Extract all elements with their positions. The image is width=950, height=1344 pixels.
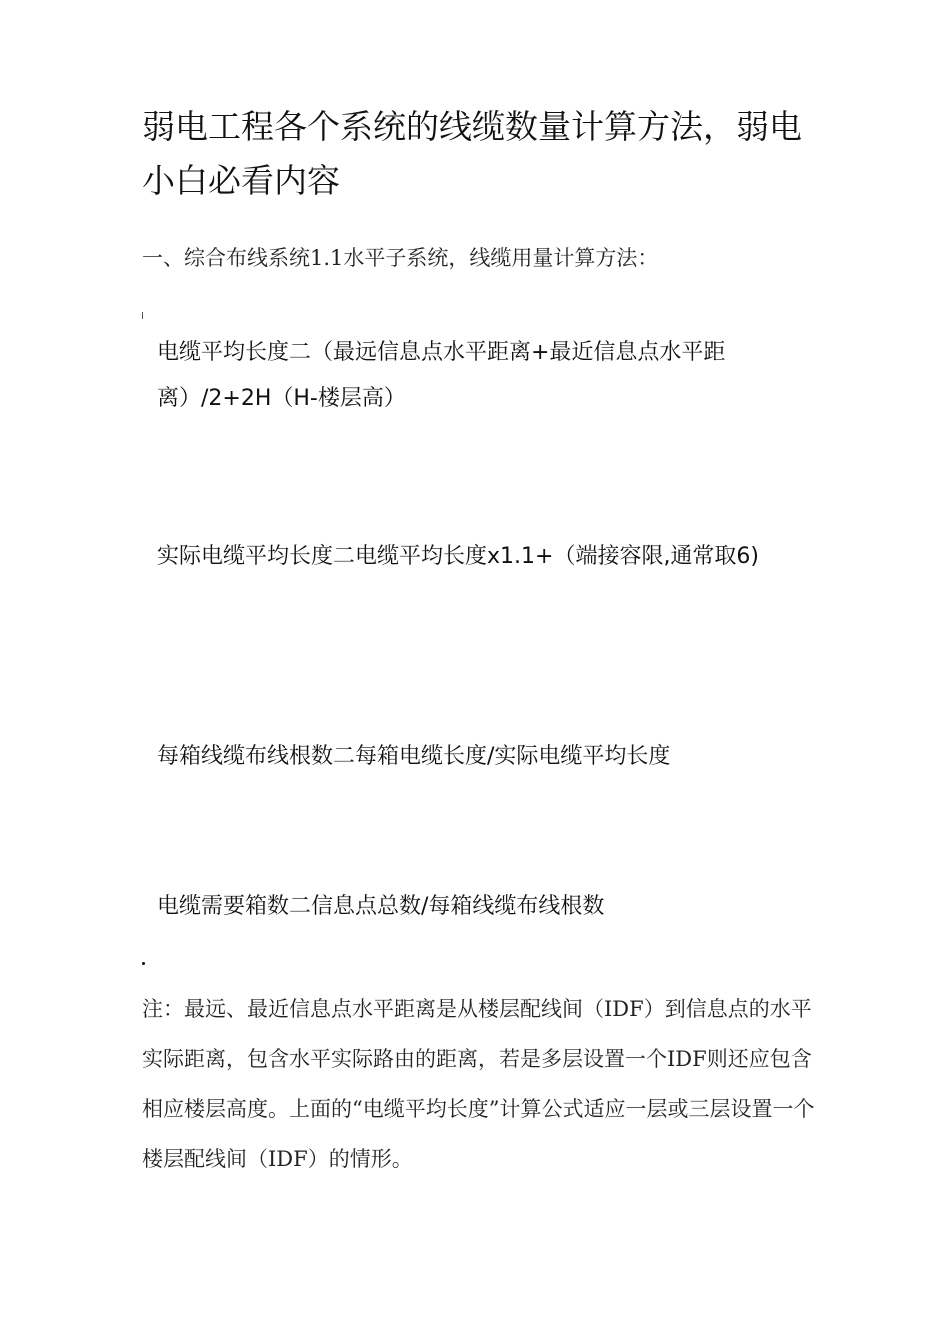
bullet-dot bbox=[142, 962, 145, 965]
section-heading: 一、综合布线系统1.1水平子系统，线缆用量计算方法： bbox=[142, 246, 659, 270]
formula-actual-average-cable-length: 实际电缆平均长度二电缆平均长度x1.1+（端接容限,通常取6) bbox=[157, 544, 760, 569]
document-title: 弱电工程各个系统的线缆数量计算方法，弱电小白必看内容 bbox=[142, 107, 802, 200]
tick-mark bbox=[142, 312, 143, 319]
formula-runs-per-box: 每箱线缆布线根数二每箱电缆长度/实际电缆平均长度 bbox=[157, 744, 671, 769]
formula-boxes-needed: 电缆需要箱数二信息点总数/每箱线缆布线根数 bbox=[157, 894, 605, 919]
note-paragraph: 注：最远、最近信息点水平距离是从楼层配线间（IDF）到信息点的水平实际距离，包含水平实际路由的距离，若是多层设置一个IDF则还应包含相应楼层高度。上面的“电缆平均长度”计算公式适应一层或三层设置一个楼层配线间（IDF）的情形。 bbox=[142, 997, 815, 1171]
formula-average-cable-length: 电缆平均长度二（最远信息点水平距离+最近信息点水平距离）/2+2H（H-楼层高） bbox=[157, 340, 726, 411]
